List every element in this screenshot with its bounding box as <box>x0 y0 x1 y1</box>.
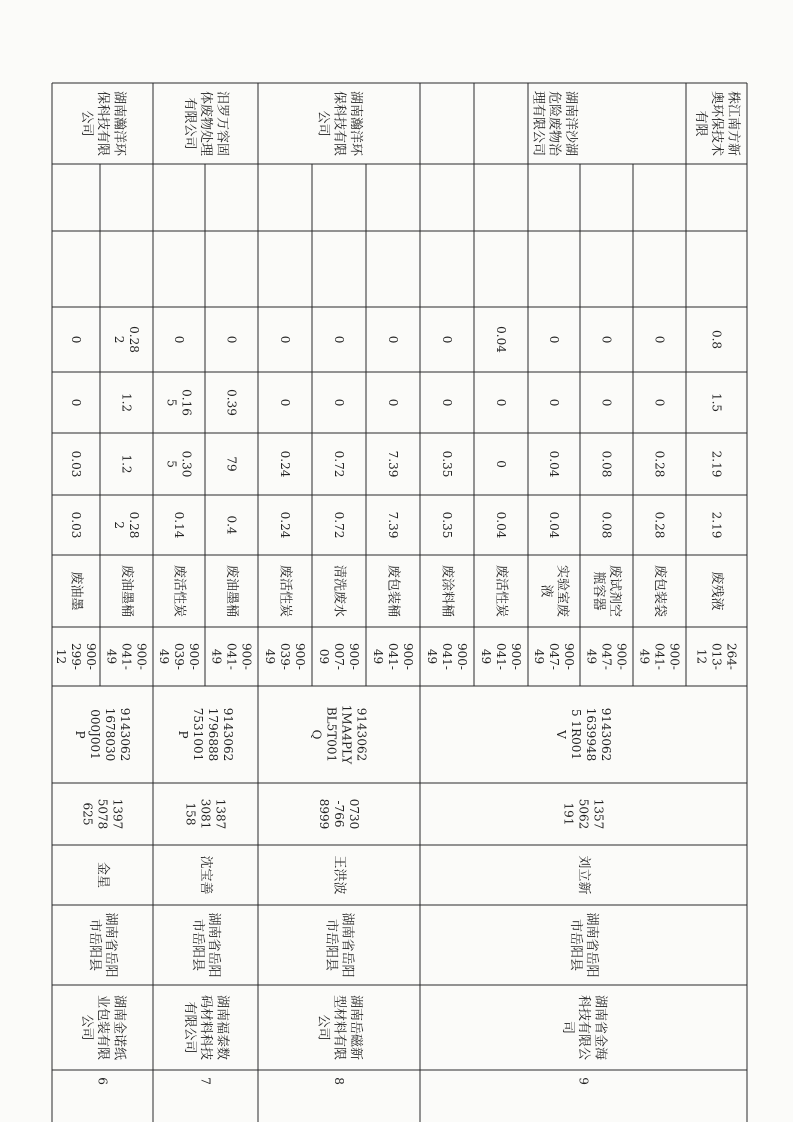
waste-name <box>386 565 402 617</box>
waste-code-line: 900- <box>614 643 629 670</box>
amount-other <box>69 336 83 344</box>
amount-transferred-line: 0.24 <box>278 450 292 478</box>
row-number <box>332 1077 346 1085</box>
waste-name-line: 废油墨桶 <box>224 564 239 618</box>
amount-other-line: 0 <box>440 335 454 344</box>
credit-code-line: 9143062 <box>599 707 613 762</box>
company-name-line: 公司 <box>78 1014 94 1041</box>
amount-generated <box>332 512 346 539</box>
company-address-line: 湖南省岳阳 <box>103 912 119 978</box>
company-address-line: 湖南省岳阳 <box>339 912 355 978</box>
amount-generated-line: 0.28 <box>652 511 667 539</box>
company-name <box>79 995 128 1060</box>
row-number-line: 6 <box>95 1077 110 1085</box>
receiving-unit <box>79 91 128 157</box>
waste-name <box>224 565 240 617</box>
amount-other-line: 0 <box>652 335 667 344</box>
amount-generated <box>225 515 239 534</box>
amount-other-line: 0 <box>69 335 83 344</box>
receiving-unit-line: 奥环保技术 <box>709 90 724 157</box>
waste-code-line: 900- <box>667 643 682 670</box>
amount-transferred-line: 1.2 <box>119 454 134 474</box>
credit-code <box>176 708 235 761</box>
amount-other-line: 0.8 <box>709 329 724 350</box>
waste-name-line: 废试剂空 <box>607 564 623 618</box>
company-name-line: 科技有限公 <box>576 994 591 1061</box>
credit-code-line: 7531001 <box>191 707 205 762</box>
waste-code <box>157 643 201 670</box>
amount-generated <box>69 512 83 539</box>
waste-name-line: 液 <box>538 584 554 598</box>
amount-stored-line: 5 <box>164 398 179 407</box>
amount-other <box>112 326 141 353</box>
waste-code <box>317 643 361 670</box>
waste-name <box>119 565 135 617</box>
contact-phone-line: 1397 <box>110 798 125 830</box>
amount-stored <box>386 399 400 407</box>
company-name-line: 湖南岳磁新 <box>347 994 363 1061</box>
company-address-line: 市岳阳县 <box>323 918 339 972</box>
waste-code-line: 041- <box>494 643 508 670</box>
credit-code-line: BL5T001 <box>324 706 339 763</box>
company-address-line: 湖南省岳阳 <box>206 912 222 978</box>
amount-transferred-line: 0.72 <box>332 450 346 478</box>
amount-transferred-line: 0.03 <box>69 450 83 478</box>
amount-transferred-line: 79 <box>224 456 239 472</box>
contact-phone-line: 625 <box>80 802 95 826</box>
row-number <box>199 1077 213 1085</box>
amount-generated-line: 0.03 <box>69 511 83 539</box>
amount-transferred <box>225 456 239 471</box>
waste-code-line: 49 <box>209 648 224 665</box>
waste-code-line: 041- <box>224 643 239 670</box>
amount-other-line: 0 <box>599 335 614 344</box>
amount-other <box>547 336 561 344</box>
amount-generated-line: 0.04 <box>547 511 561 539</box>
amount-other <box>225 336 239 344</box>
amount-transferred <box>600 451 614 478</box>
waste-code-line: 900- <box>239 643 254 670</box>
credit-code <box>310 705 369 765</box>
amount-stored <box>600 399 614 407</box>
amount-transferred <box>494 460 508 468</box>
receiving-unit-line: 汨罗万容固 <box>214 90 230 157</box>
waste-name-line: 废残液 <box>709 571 724 611</box>
receiving-unit-line: 理有限公司 <box>530 90 546 157</box>
amount-transferred-line: 0.35 <box>440 450 454 478</box>
waste-code-line: 49 <box>371 648 385 665</box>
waste-name <box>709 571 725 610</box>
waste-code-line: 49 <box>104 648 119 665</box>
receiving-unit-line: 湖南瀚洋环 <box>111 90 127 157</box>
amount-transferred-line: 0.28 <box>652 450 667 478</box>
waste-code-line: 299- <box>69 643 83 670</box>
waste-code-line: 12 <box>54 648 68 665</box>
receiving-unit-line: 湖南瀚洋环 <box>347 90 363 157</box>
credit-code-line: 000J001 <box>88 709 102 760</box>
amount-other-line: 0 <box>332 335 346 344</box>
amount-generated-line: 2 <box>112 521 126 529</box>
amount-other <box>386 336 400 344</box>
contact-phone-line: 5078 <box>95 798 110 830</box>
waste-code <box>371 643 415 670</box>
amount-transferred-line: 0.04 <box>547 450 561 478</box>
amount-stored <box>440 399 454 407</box>
waste-code <box>479 643 523 670</box>
amount-generated-line: 0.35 <box>440 511 454 539</box>
waste-code-line: 047- <box>599 643 614 670</box>
amount-other-line: 0.04 <box>494 326 508 353</box>
amount-other <box>278 336 292 344</box>
waste-name-line: 废活性炭 <box>277 564 293 618</box>
waste-code <box>425 643 469 670</box>
amount-transferred-line: 0.08 <box>599 450 614 478</box>
receiving-unit <box>315 91 364 157</box>
company-address <box>190 912 222 977</box>
contact-phone-line: 1387 <box>213 798 228 830</box>
company-name-line: 型材料有限 <box>331 994 347 1061</box>
credit-code-line: P <box>176 730 190 739</box>
company-address-line: 市岳阳县 <box>567 918 583 972</box>
waste-code-line: 047- <box>547 643 561 670</box>
amount-stored <box>120 393 134 412</box>
contact-phone-line: 8999 <box>317 798 331 830</box>
receiving-unit-line: 公司 <box>78 110 94 137</box>
contact-phone-line: -766 <box>332 800 346 828</box>
amount-stored <box>225 389 239 416</box>
waste-code-line: 09 <box>317 648 331 665</box>
waste-name-line: 实验室废 <box>554 564 570 618</box>
row-number <box>577 1077 591 1085</box>
amount-other-line: 0 <box>547 335 561 344</box>
credit-code-line: 1MA4PLY <box>339 704 354 765</box>
amount-generated-line: 7.39 <box>386 511 400 539</box>
waste-code <box>54 643 98 670</box>
company-name <box>315 995 364 1060</box>
waste-code-line: 49 <box>425 648 439 665</box>
amount-transferred <box>69 451 83 478</box>
company-address-line: 市岳阳县 <box>189 918 205 972</box>
company-address-line: 市岳阳县 <box>86 918 102 972</box>
contact-person <box>332 855 348 894</box>
amount-stored-line: 0 <box>599 398 614 407</box>
waste-code <box>263 643 307 670</box>
amount-transferred-line: 7.39 <box>386 450 400 478</box>
receiving-unit-line: 危险废物治 <box>546 90 562 157</box>
amount-other <box>172 336 186 344</box>
waste-name-line: 废油墨桶 <box>119 564 134 618</box>
amount-stored <box>547 399 561 407</box>
company-name <box>182 995 231 1060</box>
waste-name <box>69 571 85 610</box>
receiving-unit-line: 株江南方新 <box>725 90 741 157</box>
waste-name-line: 清洗废水 <box>331 564 347 618</box>
contact-phone-line: 1357 <box>591 798 606 830</box>
credit-code <box>73 708 132 761</box>
contact-person <box>576 855 591 894</box>
waste-code-line: 900- <box>134 643 149 670</box>
company-address <box>568 912 600 977</box>
amount-generated <box>172 512 186 539</box>
amount-generated-line: 2.19 <box>709 511 724 539</box>
contact-person <box>95 862 111 888</box>
waste-code-line: 49 <box>157 648 171 665</box>
waste-code-line: 013- <box>709 643 724 670</box>
receiving-unit-line: 保科技有限 <box>95 90 110 157</box>
waste-code-line: 007- <box>332 643 346 670</box>
amount-transferred-line: 2.19 <box>709 450 724 478</box>
amount-generated-line: 0.04 <box>494 511 508 539</box>
waste-name <box>591 565 623 617</box>
receiving-unit <box>693 91 742 156</box>
amount-stored-line: 0 <box>652 398 667 407</box>
contact-phone <box>317 799 361 830</box>
contact-phone <box>184 799 228 830</box>
amount-other <box>332 336 346 344</box>
company-address <box>87 912 119 977</box>
amount-other-line: 0 <box>278 335 292 344</box>
amount-stored-line: 0 <box>386 398 400 407</box>
amount-transferred <box>332 451 346 478</box>
waste-code-line: 49 <box>637 648 652 665</box>
waste-name <box>278 565 294 617</box>
amount-generated <box>600 512 614 539</box>
waste-code-line: 264- <box>724 643 739 670</box>
contact-person <box>198 855 214 894</box>
amount-stored-line: 0.39 <box>224 389 239 416</box>
amount-stored <box>69 399 83 407</box>
amount-other <box>494 326 508 353</box>
waste-name <box>172 565 188 617</box>
waste-code-line: 900- <box>509 643 523 670</box>
amount-transferred-line: 0.30 <box>179 450 194 478</box>
amount-other-line: 0 <box>224 335 239 344</box>
receiving-unit <box>530 91 579 157</box>
receiving-unit-line: 公司 <box>315 110 331 137</box>
waste-name-line: 废包装桶 <box>385 564 401 618</box>
amount-stored <box>165 389 194 416</box>
credit-code-line: 9143062 <box>354 707 369 762</box>
receiving-unit-line: 体废物处理 <box>198 90 213 157</box>
amount-transferred <box>165 451 194 478</box>
amount-generated-line: 0.24 <box>278 511 292 539</box>
amount-stored <box>494 399 508 407</box>
waste-code-line: 900- <box>401 643 415 670</box>
waste-name-line: 废活性炭 <box>171 564 187 618</box>
contact-person-line: 刘立新 <box>576 855 591 895</box>
row-number-line: 7 <box>198 1077 213 1085</box>
amount-transferred <box>278 451 292 478</box>
amount-generated <box>653 512 667 539</box>
waste-code-line: 900- <box>293 643 307 670</box>
row-number-line: 8 <box>332 1077 346 1085</box>
amount-stored-line: 0 <box>332 398 346 407</box>
company-address-line: 湖南省岳阳 <box>584 912 600 978</box>
waste-code-line: 49 <box>479 648 493 665</box>
waste-code-line: 900- <box>347 643 361 670</box>
amount-generated <box>112 512 141 539</box>
amount-generated <box>547 512 561 539</box>
company-name-line: 有限公司 <box>181 1001 197 1054</box>
amount-stored <box>710 393 724 412</box>
company-name-line: 湖南金诺纸 <box>111 994 127 1061</box>
amount-generated <box>278 512 292 539</box>
amount-stored-line: 0 <box>440 398 454 407</box>
amount-generated-line: 0.28 <box>127 511 141 539</box>
amount-transferred-line: 5 <box>164 460 179 468</box>
credit-code-line: 1678030 <box>103 707 117 762</box>
contact-phone <box>562 799 606 830</box>
contact-person-line: 金星 <box>95 861 110 889</box>
amount-stored-line: 0 <box>278 398 292 407</box>
company-name-line: 司 <box>559 1020 575 1035</box>
contact-phone-line: 0730 <box>347 798 361 830</box>
company-name-line: 码材料科技 <box>198 994 213 1061</box>
receiving-unit-line: 保科技有限 <box>331 90 347 157</box>
amount-transferred <box>653 451 667 478</box>
waste-name <box>538 565 569 617</box>
waste-name-line: 废涂料桶 <box>439 564 455 618</box>
amount-generated <box>386 512 400 539</box>
credit-code-line: V <box>554 730 568 739</box>
waste-code-line: 900- <box>187 643 201 670</box>
waste-code-line: 041- <box>652 643 667 670</box>
amount-generated-line: 0.4 <box>224 515 239 535</box>
amount-other-line: 0 <box>172 335 186 344</box>
amount-generated <box>440 512 454 539</box>
waste-code-line: 041- <box>386 643 400 670</box>
contact-phone <box>81 799 125 830</box>
contact-person-line: 沈宝善 <box>198 855 213 895</box>
amount-transferred <box>386 451 400 478</box>
amount-stored <box>653 399 667 407</box>
amount-stored-line: 1.2 <box>119 392 134 413</box>
amount-stored-line: 0 <box>494 398 508 407</box>
contact-phone-line: 191 <box>561 802 576 826</box>
waste-code-line: 49 <box>532 648 546 665</box>
receiving-unit <box>182 91 230 156</box>
amount-stored <box>332 399 346 407</box>
waste-code-line: 12 <box>694 648 709 665</box>
company-name-line: 公司 <box>315 1014 331 1041</box>
credit-code-line: 1639948 <box>584 707 598 762</box>
amount-other-line: 0 <box>386 335 400 344</box>
amount-stored-line: 0.16 <box>179 389 194 416</box>
waste-code-line: 49 <box>584 648 599 665</box>
amount-other <box>653 336 667 344</box>
amount-stored <box>278 399 292 407</box>
amount-generated-line: 0.72 <box>332 511 346 539</box>
amount-generated <box>710 512 724 539</box>
company-name-line: 业包装有限 <box>95 994 110 1061</box>
waste-code-line: 041- <box>440 643 454 670</box>
amount-generated-line: 0.08 <box>599 511 614 539</box>
credit-code-line: P <box>73 730 87 739</box>
waste-code-line: 900- <box>84 643 98 670</box>
waste-code <box>532 643 576 670</box>
amount-stored-line: 0 <box>547 398 561 407</box>
waste-name-line: 废包装袋 <box>652 564 667 618</box>
company-name-line: 湖南省金海 <box>592 994 608 1061</box>
waste-code-line: 039- <box>278 643 292 670</box>
waste-code <box>210 643 254 670</box>
contact-phone-line: 158 <box>183 802 198 826</box>
contact-phone-line: 5062 <box>576 798 591 830</box>
waste-name-line: 瓶容器 <box>590 571 606 611</box>
waste-code <box>585 643 629 670</box>
receiving-unit-line: 湖南洋沙湖 <box>562 90 578 157</box>
amount-generated <box>494 512 508 539</box>
credit-code-line: 1796888 <box>206 707 220 762</box>
amount-other-line: 2 <box>112 335 126 344</box>
credit-code-line: 9143062 <box>221 707 235 762</box>
amount-transferred <box>710 451 724 478</box>
row-number <box>96 1077 110 1085</box>
waste-code-line: 900- <box>562 643 576 670</box>
amount-other <box>600 336 614 344</box>
credit-code-line: 9143062 <box>118 707 132 762</box>
amount-transferred <box>440 451 454 478</box>
amount-stored-line: 1.5 <box>709 392 724 413</box>
waste-code <box>105 643 149 670</box>
waste-name <box>652 565 668 617</box>
credit-code-line: Q <box>309 729 324 740</box>
company-name-line: 湖南福泰数 <box>214 994 230 1061</box>
amount-transferred <box>120 454 134 473</box>
waste-code-line: 041- <box>119 643 134 670</box>
amount-transferred <box>547 451 561 478</box>
waste-code <box>638 643 682 670</box>
amount-other <box>710 330 724 349</box>
contact-phone-line: 3081 <box>198 798 213 830</box>
receiving-unit-line: 有限 <box>692 110 708 137</box>
waste-name <box>332 565 348 617</box>
amount-transferred-line: 0 <box>494 460 508 468</box>
credit-code-line: 5 1R001 <box>569 708 583 761</box>
amount-stored-line: 0 <box>69 398 83 407</box>
amount-other <box>440 336 454 344</box>
company-name <box>560 995 609 1060</box>
waste-code-line: 900- <box>455 643 469 670</box>
waste-code <box>695 643 739 670</box>
waste-name-line: 废活性炭 <box>493 564 509 618</box>
receiving-unit-line: 有限公司 <box>181 97 197 150</box>
company-address <box>323 912 355 977</box>
row-number-line: 9 <box>576 1077 591 1085</box>
waste-name-line: 废油墨 <box>68 571 84 611</box>
amount-other-line: 0.28 <box>127 326 141 353</box>
waste-code-line: 039- <box>172 643 186 670</box>
contact-person-line: 王洪波 <box>331 855 347 895</box>
credit-code <box>554 708 613 761</box>
waste-code-line: 49 <box>263 648 277 665</box>
amount-generated-line: 0.14 <box>172 511 186 539</box>
waste-name <box>440 565 456 617</box>
waste-name <box>494 565 510 617</box>
